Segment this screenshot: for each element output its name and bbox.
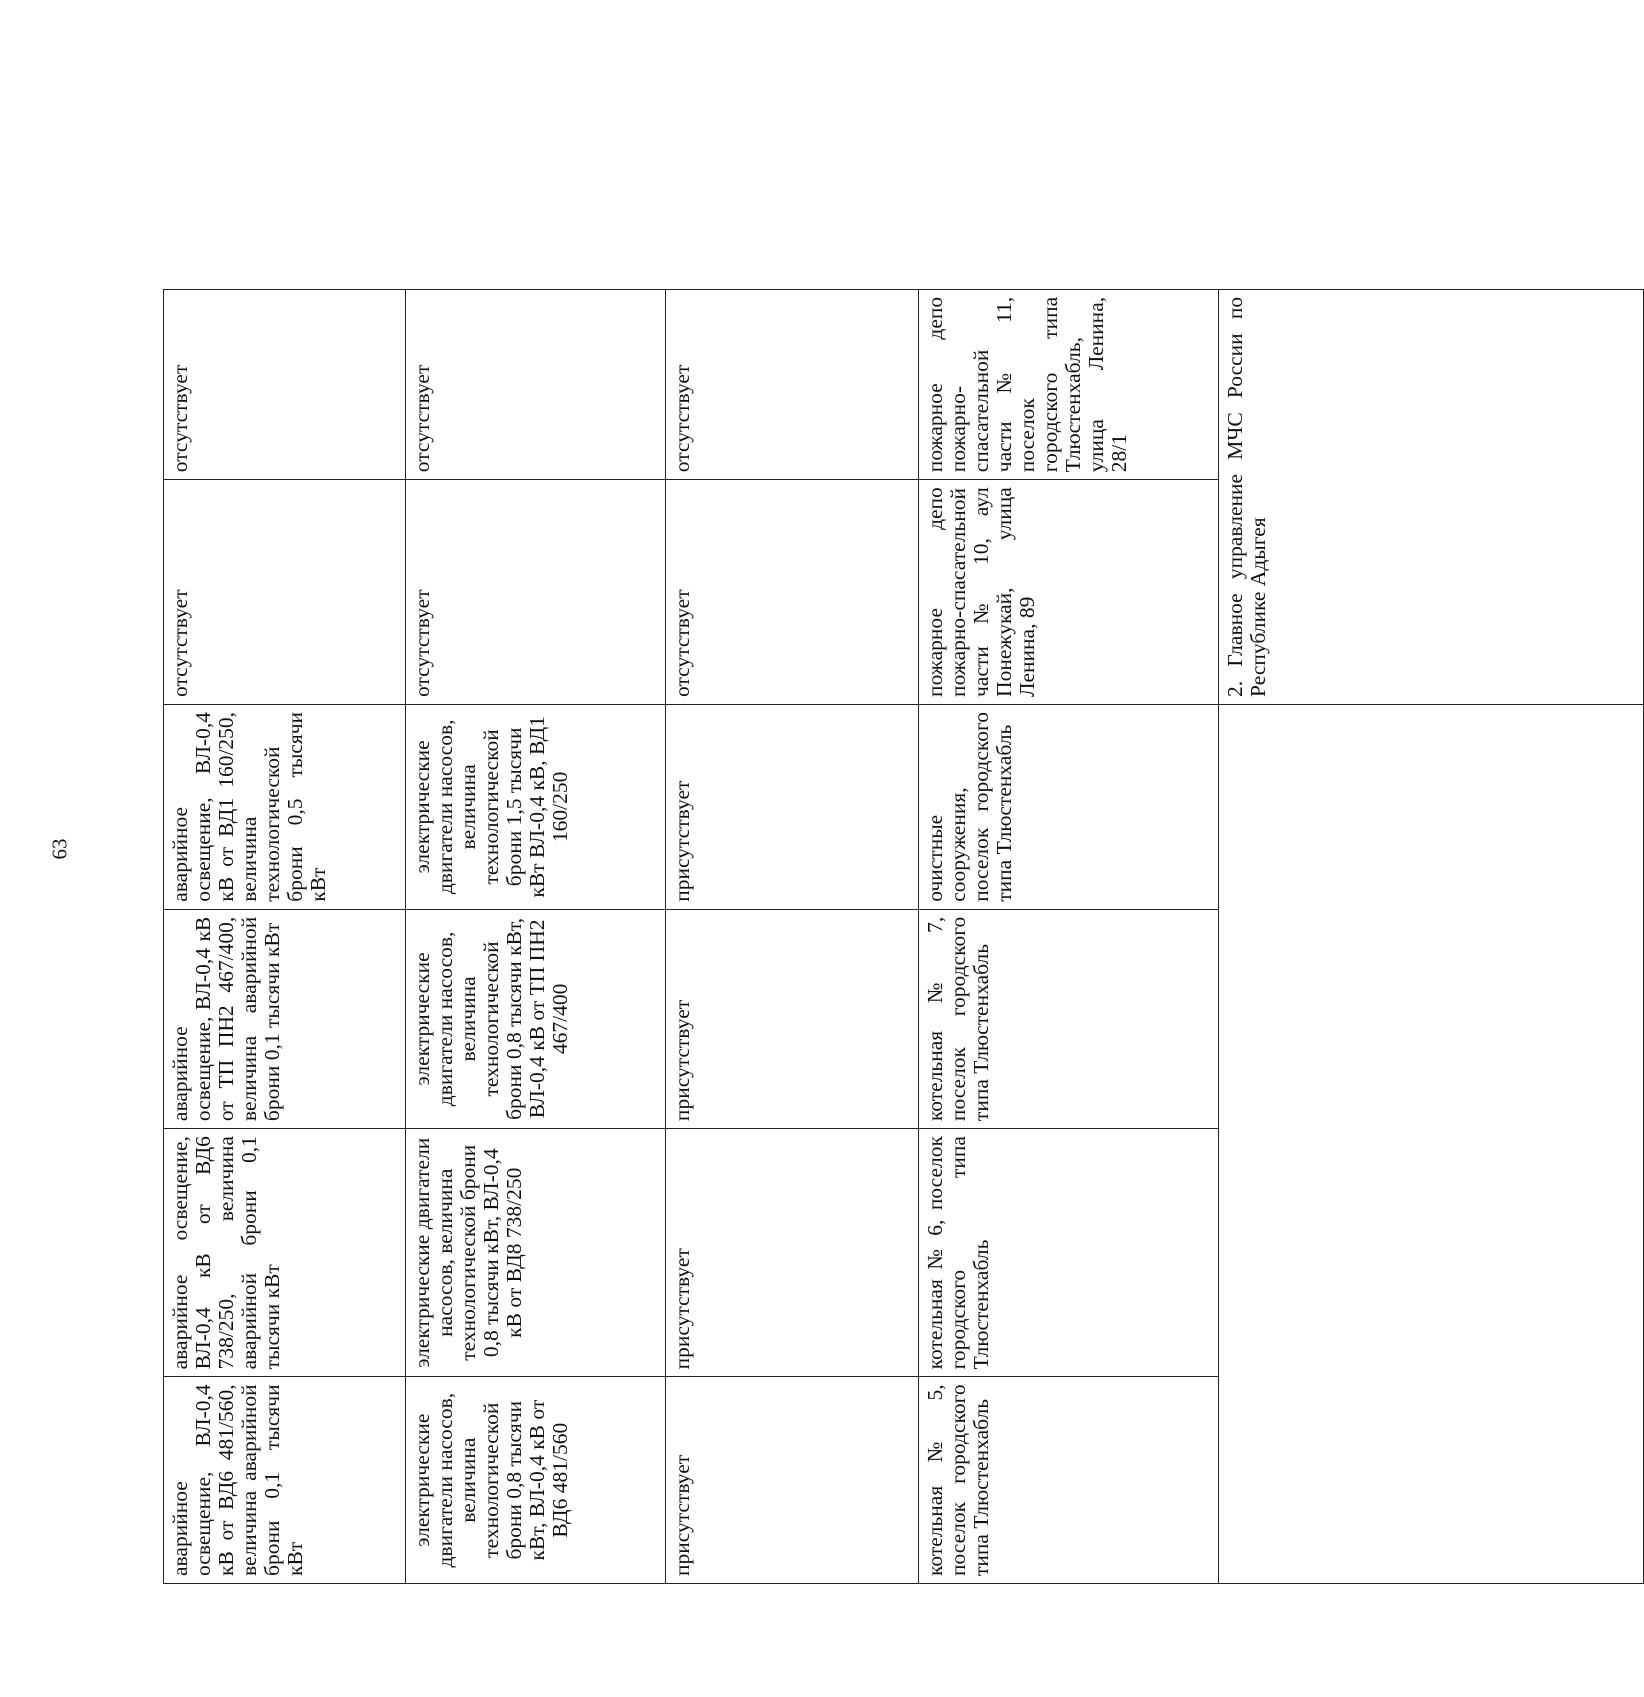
data-table [163, 104, 1644, 1584]
cell-object: пожарное депо пожарно-спасательной части № 11, поселок городского типа Тлюстенхабль, улица Ленина, 28/1 [919, 289, 1219, 479]
table-row [164, 105, 406, 1584]
cell-object: пожарное депо пожарно-спасательной части № 10, аул Понежукай, улица Ленина, 89 [919, 480, 1219, 705]
cell-technological-reserve: электрические двигатели насосов, величина технологической брони 0,8 тысячи кВт, ВЛ-0,4 кВ от ТП ПН2 467/400 [406, 909, 666, 1128]
cell-object: котельная № 7, поселок городского типа Тлюстенхабль [919, 909, 1219, 1128]
cell-emergency: аварийное освещение, ВЛ-0,4 кВ от ТП ПН2 467/400, величина аварийной брони 0,1 тысячи кВт [164, 909, 406, 1128]
table-row [1219, 105, 1644, 1584]
cell-reserve-power: присутствует [666, 704, 919, 909]
cell-emergency: аварийное освещение, ВЛ-0,4 кВ от ВД1 160/250, величина технологической брони 0,5 тысячи кВт [164, 704, 406, 909]
cell-technological-reserve: отсутствует [406, 289, 666, 479]
cell-emergency: отсутствует [164, 480, 406, 705]
table-row [919, 105, 1219, 1584]
cell-reserve-power: присутствует [666, 1377, 919, 1584]
cell-reserve-power: присутствует [666, 909, 919, 1128]
cell-emergency: отсутствует [164, 289, 406, 479]
rotated-table-container [163, 104, 1270, 1584]
cell-organization: 2. Главное управление МЧС России по Республике Адыгея [1219, 289, 1644, 704]
cell-object: котельная № 6, поселок городского типа Тлюстенхабль [919, 1129, 1219, 1377]
table-row [666, 105, 919, 1584]
page-number: 63 [47, 838, 72, 860]
cell-object: котельная № 5, поселок городского типа Тлюстенхабль [919, 1377, 1219, 1584]
cell-technological-reserve: электрические двигатели насосов, величина технологической брони 0,8 тысячи кВт, ВЛ-0,4 кВ от ВД6 481/560 [406, 1377, 666, 1584]
cell-organization [1219, 704, 1644, 1583]
cell-technological-reserve: электрические двигатели насосов, величина технологической брони 0,8 тысячи кВт, ВЛ-0,4 кВ от ВД8 738/250 [406, 1129, 666, 1377]
cell-reserve-power: отсутствует [666, 289, 919, 479]
cell-technological-reserve: отсутствует [406, 480, 666, 705]
cell-reserve-power: присутствует [666, 1129, 919, 1377]
cell-technological-reserve: электрические двигатели насосов, величина технологической брони 1,5 тысячи кВт ВЛ-0,4 кВ, ВД1 160/250 [406, 704, 666, 909]
cell-emergency: аварийное освещение, ВЛ-0,4 кВ от ВД6 481/560, величина аварийной брони 0,1 тысячи кВт [164, 1377, 406, 1584]
cell-reserve-power: отсутствует [666, 480, 919, 705]
table-row [406, 105, 666, 1584]
cell-object: очистные сооружения, поселок городского типа Тлюстенхабль [919, 704, 1219, 909]
cell-emergency: аварийное освещение, ВЛ-0,4 кВ от ВД6 738/250, величина аварийной брони 0,1 тысячи кВт [164, 1129, 406, 1377]
